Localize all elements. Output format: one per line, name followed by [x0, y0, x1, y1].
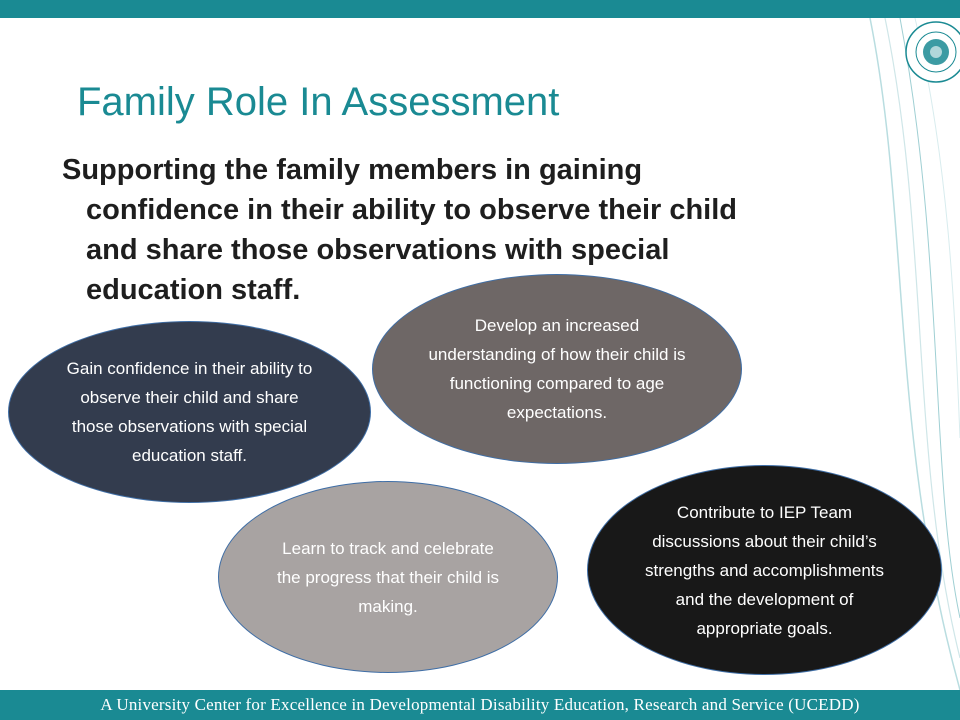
- ellipse-develop-understanding-text: Develop an increased understanding of how their child is functioning compared to age expectations.: [428, 316, 686, 422]
- footer-bar: [0, 690, 960, 720]
- university-seal-logo: [896, 18, 960, 94]
- ellipse-contribute-iep-text: Contribute to IEP Team discussions about their child’s strengths and accomplishments and the development of appropriate goals.: [644, 502, 885, 638]
- top-accent-bar: [0, 0, 960, 18]
- ellipse-contribute-iep: [587, 465, 942, 675]
- ellipse-track-progress: [218, 481, 558, 673]
- slide-body-text: Supporting the family members in gaining confidence in their ability to observe their child and share those observations with special education staff.: [62, 154, 738, 306]
- ellipse-track-progress-text: Learn to track and celebrate the progress that their child is making.: [276, 538, 500, 616]
- ellipse-gain-confidence: [8, 321, 371, 503]
- ellipse-gain-confidence-text: Gain confidence in their ability to observe their child and share those observations with special education staff.: [66, 359, 313, 465]
- ellipse-develop-understanding: [372, 274, 742, 464]
- footer-text: A University Center for Excellence in Developmental Disability Education, Research and Service (UCEDD): [100, 695, 860, 714]
- slide-title: Family Role In Assessment: [77, 80, 560, 124]
